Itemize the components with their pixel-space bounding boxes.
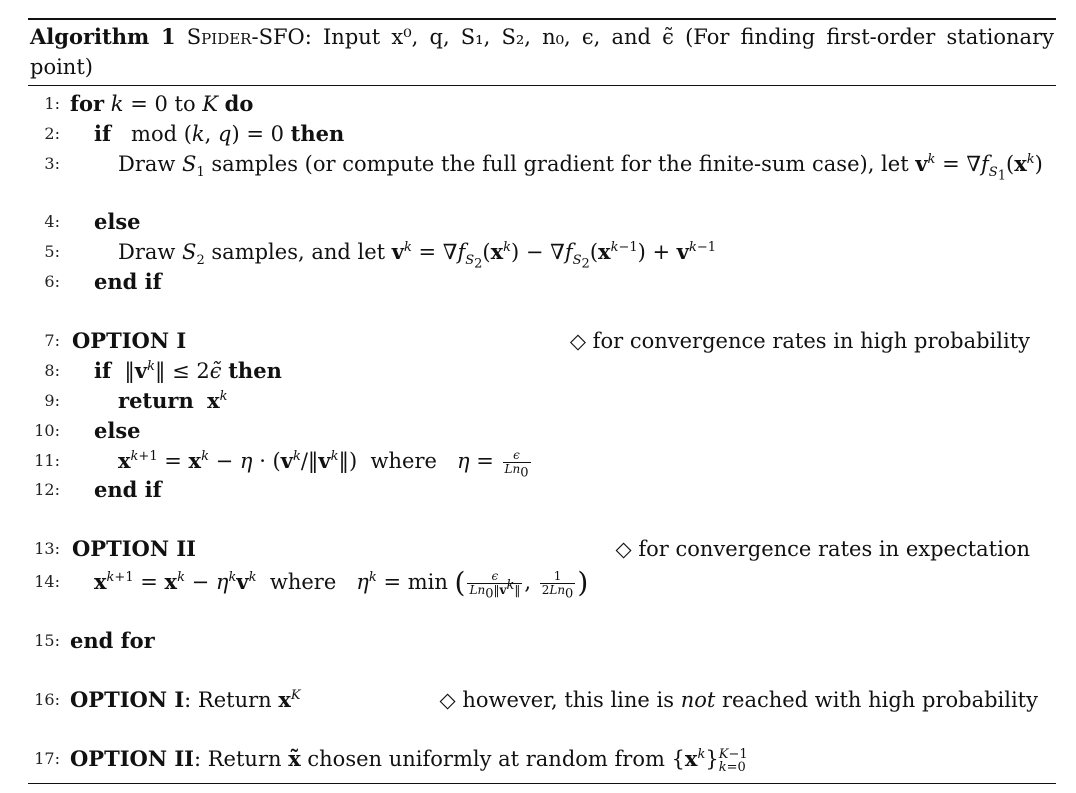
algorithm-line-11 <box>0 446 1060 481</box>
line-text: else <box>94 209 141 234</box>
algorithm-line-13 <box>0 534 1060 564</box>
algorithm-line-14 <box>0 566 1060 602</box>
line-number: 2: <box>44 124 60 143</box>
algorithm-line-4 <box>0 207 1060 237</box>
algorithm-line-6 <box>0 267 1060 297</box>
line-number: 12: <box>34 480 60 499</box>
top-rule <box>28 18 1056 20</box>
line-number: 9: <box>44 391 60 410</box>
line-comment: ◇ however, this line is not reached with high probability <box>439 688 1038 712</box>
line-comment: ◇ for convergence rates in high probability <box>569 329 1030 353</box>
line-text: end if <box>94 477 162 502</box>
line-text: return $x^k$ <box>118 388 228 413</box>
algorithm-label: Algorithm 1 <box>30 24 176 49</box>
algorithm-line-17 <box>0 744 1060 774</box>
algorithm-line-9 <box>0 386 1060 416</box>
line-text: end for <box>70 628 155 653</box>
algorithm-line-15 <box>0 626 1060 656</box>
algorithm-name: Spider <box>186 25 252 49</box>
line-number: 8: <box>44 361 60 380</box>
algorithm-line-5 <box>0 237 1060 272</box>
caption-rule <box>28 85 1056 86</box>
line-text: OPTION II: Return x̃ chosen uniformly at random from $\{x^k\}$ K−1 k=0 <box>70 746 748 775</box>
algorithm-line-1 <box>0 89 1060 119</box>
algorithm-line-8 <box>0 356 1060 386</box>
line-text: for k = 0 to K do <box>70 91 254 116</box>
line-text: OPTION I: Return $x^K$ <box>70 687 301 712</box>
line-number: 5: <box>44 242 60 261</box>
algorithm-line-16 <box>0 685 1060 715</box>
line-text: $x^{k+1} = x^k - \eta^kv^k$ where $\eta^k = \min$ ( $\frac{\epsilon}{Ln_0‖v^k‖}$ , $\frac{1}{2Ln_0}$ ) <box>94 566 589 602</box>
line-text: end if <box>94 269 162 294</box>
line-text: else <box>94 418 141 443</box>
algorithm-line-3 <box>0 149 1060 184</box>
line-number: 13: <box>34 539 60 558</box>
line-text: Draw $S_1$ samples (or compute the full gradient for the finite-sum case), let $v^k = \nabla f_{S_1}(x^k)$ <box>118 151 1043 184</box>
line-number: 15: <box>34 631 60 650</box>
line-number: 4: <box>44 212 60 231</box>
line-text: $x^{k+1} = x^k - \eta$ · $(v^k/‖v^k‖)$ where η = $\frac{\epsilon}{Ln_0}$ <box>118 448 529 481</box>
line-number: 3: <box>44 154 60 173</box>
line-number: 16: <box>34 690 60 709</box>
bottom-rule <box>28 783 1056 784</box>
line-number: 1: <box>44 94 60 113</box>
option-i-heading: OPTION I <box>72 328 187 353</box>
algorithm-line-2 <box>0 119 1060 149</box>
algorithm-line-10 <box>0 416 1060 446</box>
line-comment: ◇ for convergence rates in expectation <box>615 537 1030 561</box>
algorithm-line-7 <box>0 326 1060 356</box>
line-number: 10: <box>34 421 60 440</box>
line-number: 6: <box>44 272 60 291</box>
line-text: Draw $S_2$ samples, and let $v^k = \nabla f_{S_2}(x^k) - \nabla f_{S_2}(x^{k-1}) + v^{k-1}$ <box>118 239 717 272</box>
line-text: if mod (k, q) = 0 then <box>94 121 345 146</box>
algorithm-line-12 <box>0 475 1060 505</box>
line-text: if $‖v^k‖$ ≤ 2ϵ̃ then <box>94 358 282 383</box>
algorithm-input-description: -SFO: Input x⁰, q, S₁, S₂, n₀, ϵ, and ϵ̃ (For finding first-order stationary point) <box>30 25 1054 79</box>
line-number: 14: <box>34 572 60 591</box>
line-number: 17: <box>34 749 60 768</box>
algorithm-caption <box>30 22 1054 82</box>
option-ii-heading: OPTION II <box>72 536 196 561</box>
line-number: 7: <box>44 331 60 350</box>
line-number: 11: <box>34 451 60 470</box>
